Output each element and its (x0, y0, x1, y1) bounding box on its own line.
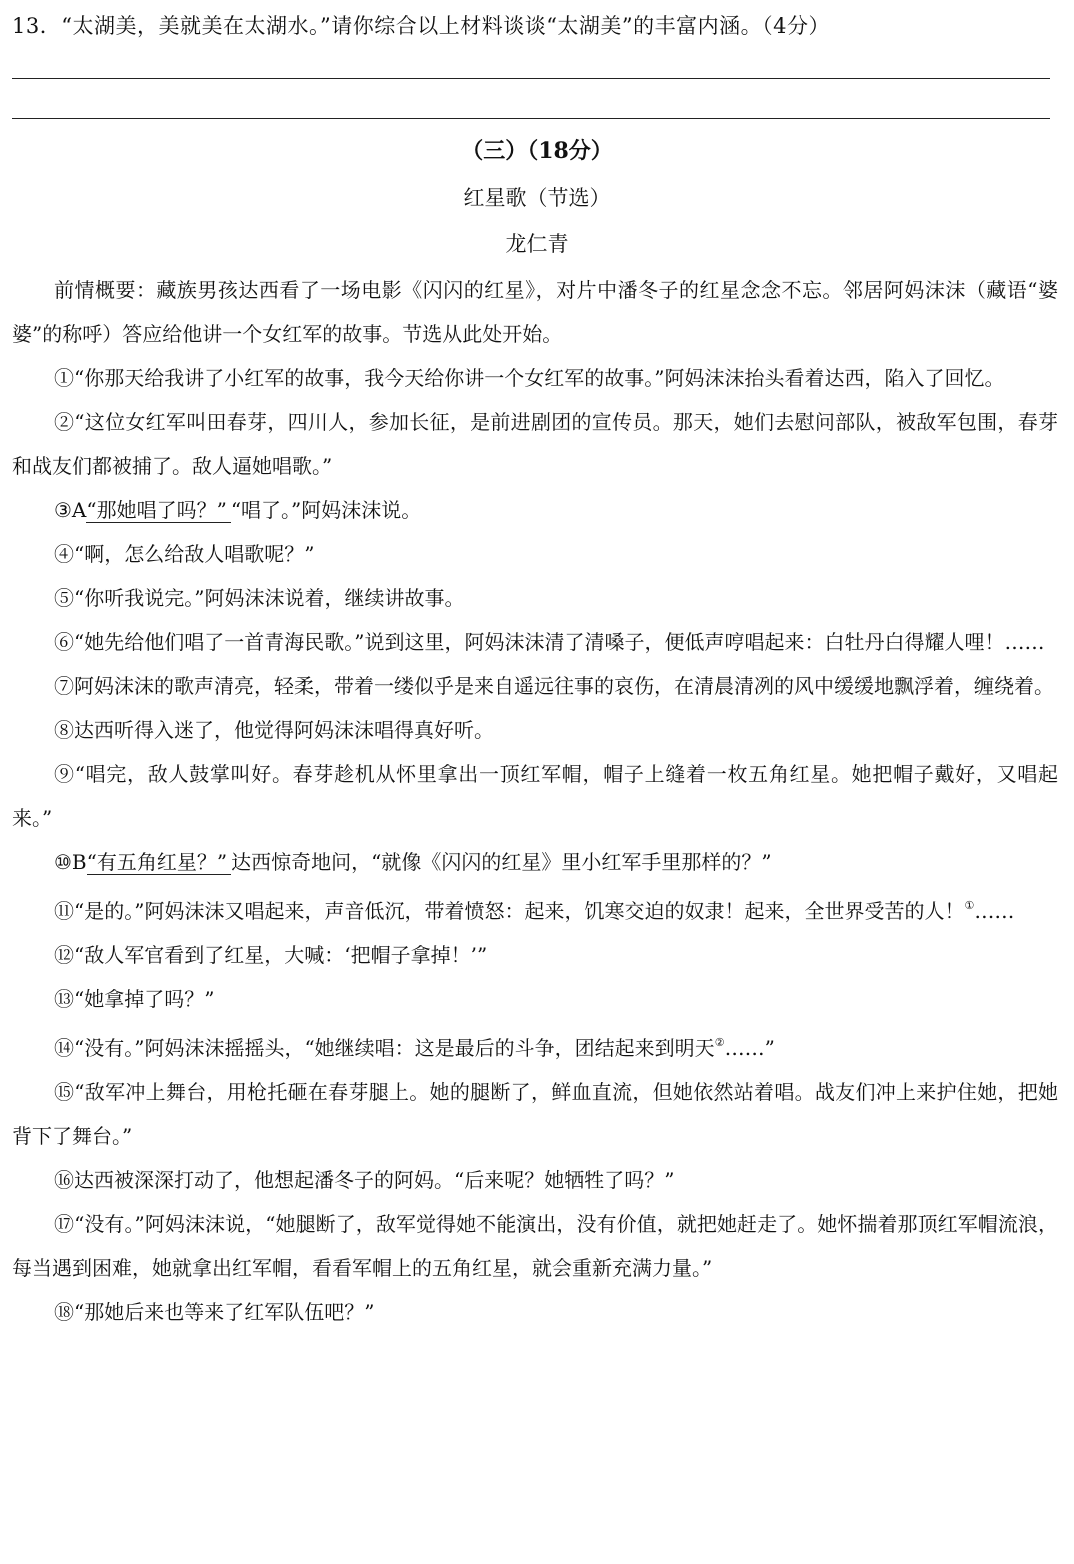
paragraph-9: ⑨“唱完，敌人鼓掌叫好。春芽趁机从怀里拿出一顶红军帽，帽子上缝着一枚五角红星。她把帽子戴好，又唱起来。” (12, 762, 1058, 830)
underlined-sentence-a: “那她唱了吗？” (86, 498, 230, 523)
paragraph-16: ⑯达西被深深打动了，他想起潘冬子的阿妈。“后来呢？她牺牲了吗？” (54, 1168, 675, 1192)
paragraph-7: ⑦阿妈沫沫的歌声清亮，轻柔，带着一缕似乎是来自遥远往事的哀伤，在清晨清冽的风中缓缓地飘浮着，缠绕着。 (54, 674, 1054, 698)
paragraph-8: ⑧达西听得入迷了，他觉得阿妈沫沫唱得真好听。 (54, 718, 494, 742)
answer-line-1 (12, 78, 1050, 79)
paragraph-13: ⑬“她拿掉了吗？” (54, 987, 215, 1011)
section-title: （三）（18分） (461, 138, 613, 164)
footnote-marker-2: ② (714, 1036, 725, 1049)
paragraph-5: ⑤“你听我说完。”阿妈沫沫说着，继续讲故事。 (54, 586, 465, 610)
paragraph-18: ⑱“那她后来也等来了红军队伍吧？” (54, 1300, 375, 1324)
paragraph-10-rest: 达西惊奇地问，“就像《闪闪的红星》里小红军手里那样的？” (231, 850, 772, 874)
paragraph-6: ⑥“她先给他们唱了一首青海民歌。”说到这里，阿妈沫沫清了清嗓子，便低声哼唱起来：白牡丹白得耀人哩！…… (54, 630, 1045, 654)
paragraph-11 (12, 884, 1058, 933)
paragraph-4: ④“啊，怎么给敌人唱歌呢？” (54, 542, 315, 566)
underlined-sentence-b: “有五角红星？” (87, 850, 231, 875)
paragraph-11-text: ⑪“是的。”阿妈沫沫又唱起来，声音低沉，带着愤怒：起来，饥寒交迫的奴隶！起来，全世界受苦的人！ (54, 899, 965, 923)
paragraph-1: ①“你那天给我讲了小红军的故事，我今天给你讲一个女红军的故事。”阿妈沫沫抬头看着达西，陷入了回忆。 (54, 366, 1005, 390)
paragraph-17: ⑰“没有。”阿妈沫沫说，“她腿断了，敌军觉得她不能演出，没有价值，就把她赶走了。她怀揣着那顶红军帽流浪，每当遇到困难，她就拿出红军帽，看看军帽上的五角红星，就会重新充满力量。” (12, 1212, 1058, 1280)
paragraph-3-number: ③A (54, 498, 87, 522)
paragraph-10 (12, 840, 1058, 884)
paragraph-14-text: ⑭“没有。”阿妈沫沫摇摇头，“她继续唱：这是最后的斗争，团结起来到明天 (54, 1036, 715, 1060)
paragraph-15: ⑮“敌军冲上舞台，用枪托砸在春芽腿上。她的腿断了，鲜血直流，但她依然站着唱。战友们冲上来护住她，把她背下了舞台。” (12, 1080, 1058, 1148)
footnote-marker-1: ① (964, 899, 975, 912)
paragraph-3 (12, 488, 1058, 532)
paragraph-3-rest: “唱了。”阿妈沫沫说。 (230, 498, 422, 522)
paragraph-intro: 前情概要：藏族男孩达西看了一场电影《闪闪的红星》，对片中潘冬子的红星念念不忘。邻居阿妈沫沫（藏语“婆婆”的称呼）答应给他讲一个女红军的故事。节选从此处开始。 (12, 278, 1058, 346)
question-13: 13．“太湖美，美就美在太湖水。”请你综合以上材料谈谈“太湖美”的丰富内涵。（4分） (12, 14, 831, 38)
paragraph-11-end: …… (974, 899, 1015, 923)
article-author: 龙仁青 (505, 232, 569, 256)
paragraph-14-end: ……” (724, 1036, 775, 1060)
article-title: 红星歌（节选） (463, 186, 611, 210)
paragraph-14 (12, 1021, 1058, 1070)
paragraph-10-number: ⑩B (54, 850, 87, 874)
paragraph-12: ⑫“敌人军官看到了红星，大喊：‘把帽子拿掉！’” (54, 943, 488, 967)
paragraph-2: ②“这位女红军叫田春芽，四川人，参加长征，是前进剧团的宣传员。那天，她们去慰问部队，被敌军包围，春芽和战友们都被捕了。敌人逼她唱歌。” (12, 410, 1058, 478)
answer-line-2 (12, 118, 1050, 119)
article-body (12, 268, 1058, 1334)
